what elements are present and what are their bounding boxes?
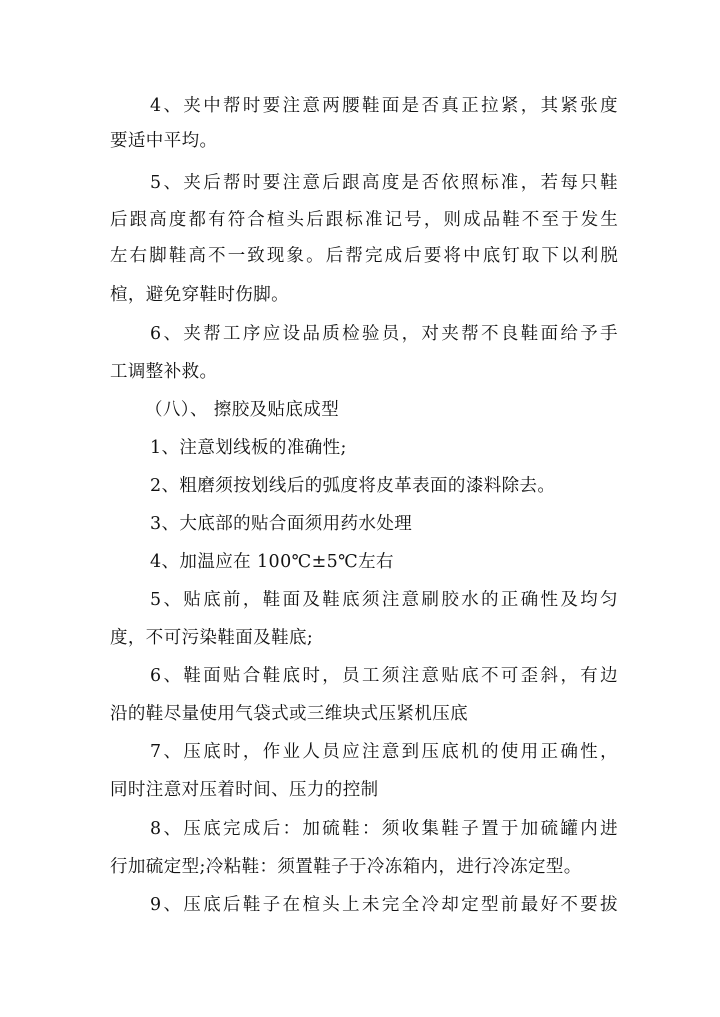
text-line: 行加硫定型;冷粘鞋：须置鞋子于冷冻箱内，进行冷冻定型。	[110, 857, 582, 877]
text-line: 6、夹帮工序应设品质检验员，对夹帮不良鞋面给予手	[150, 324, 620, 344]
text-line: 工调整补救。	[110, 362, 218, 382]
text-line: 9、压底后鞋子在楦头上未完全冷却定型前最好不要拔	[150, 895, 620, 915]
text-line: 6、鞋面贴合鞋底时，员工须注意贴底不可歪斜，有边	[150, 666, 620, 686]
text-line: 楦，避免穿鞋时伤脚。	[110, 285, 289, 305]
text-line: 要适中平均。	[110, 131, 218, 151]
text-line: 4、加温应在 100℃±5℃左右	[150, 552, 394, 572]
text-line: 5、夹后帮时要注意后跟高度是否依照标准，若每只鞋	[150, 173, 620, 193]
text-line: 后跟高度都有符合楦头后跟标准记号，则成品鞋不至于发生	[110, 210, 620, 230]
text-line: 5、贴底前，鞋面及鞋底须注意刷胶水的正确性及均匀	[150, 590, 620, 610]
text-line: 8、压底完成后：加硫鞋：须收集鞋子置于加硫罐内进	[150, 819, 620, 839]
text-line: 同时注意对压着时间、压力的控制	[110, 780, 379, 800]
section-heading: （八）、 擦胶及贴底成型	[145, 400, 340, 420]
text-line: 7、压底时，作业人员应注意到压底机的使用正确性，	[150, 742, 620, 762]
text-line: 左右脚鞋高不一致现象。后帮完成后要将中底钉取下以利脱	[110, 246, 620, 266]
text-line: 沿的鞋尽量使用气袋式或三维块式压紧机压底	[110, 704, 468, 724]
text-line: 3、大底部的贴合面须用药水处理	[150, 514, 413, 534]
text-line: 度，不可污染鞋面及鞋底;	[110, 628, 314, 648]
text-line: 1、注意划线板的准确性;	[150, 438, 347, 458]
text-line: 2、粗磨须按划线后的弧度将皮革表面的漆料除去。	[150, 476, 556, 496]
text-line: 4、夹中帮时要注意两腰鞋面是否真正拉紧，其紧张度	[150, 96, 620, 116]
